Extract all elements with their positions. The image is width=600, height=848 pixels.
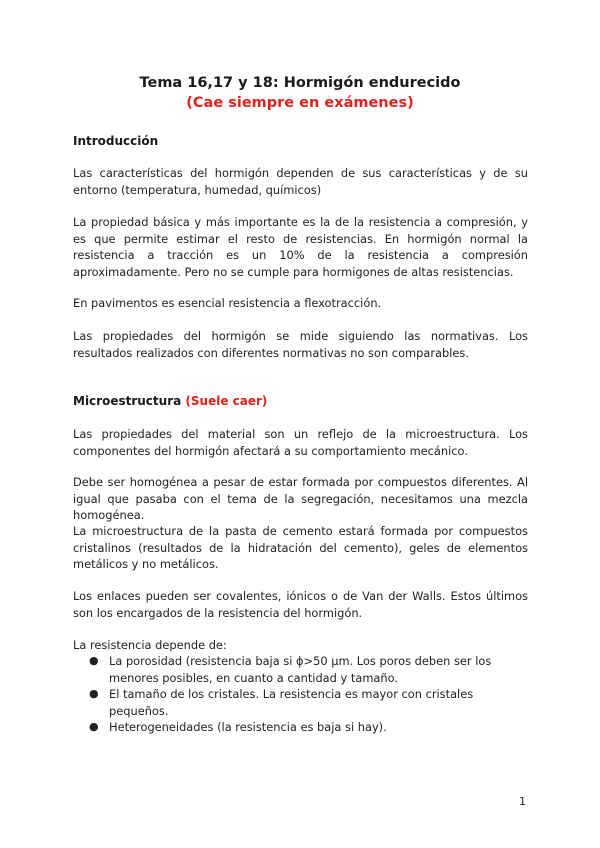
bullet-icon: ● [89, 720, 99, 733]
list-item [73, 686, 528, 719]
section-heading-microestructura [73, 393, 267, 409]
bullet-icon: ● [89, 654, 99, 667]
document-title: Tema 16,17 y 18: Hormigón endurecido [139, 75, 461, 91]
section-heading-note: (Suele caer) [185, 394, 268, 408]
bullet-icon: ● [89, 687, 99, 700]
section-heading-microestructura-label: Microestructura [73, 394, 182, 408]
section-heading-introduccion: Introducción [73, 134, 159, 148]
micro-paragraph-3: La microestructura de la pasta de cemento estará formada por compuestos cristalinos (resultados de la hidratación del cemento), geles de elementos metálicos y no metálicos. [73, 524, 528, 571]
intro-paragraph-3: En pavimentos es esencial resistencia a flexotracción. [73, 296, 382, 310]
list-item [73, 719, 528, 736]
intro-paragraph-2: La propiedad básica y más importante es la de la resistencia a compresión, y es que permite estimar el resto de resistencias. En hormigón normal la resistencia a tracción es un 10% de la resistencia a compresión aproximadamente. Pero no se cumple para hormigones de altas resistencias. [73, 215, 528, 279]
list-item-text: La porosidad (resistencia baja si ϕ>50 µm. Los poros deben ser los menores posibles, en cuanto a cantidad y tamaño. [109, 654, 492, 685]
list-item-text: El tamaño de los cristales. La resistencia es mayor con cristales pequeños. [109, 687, 474, 718]
resistance-factors-list [73, 653, 528, 736]
page-number: 1 [519, 795, 526, 808]
micro-paragraph-4: Los enlaces pueden ser covalentes, iónicos o de Van der Walls. Estos últimos son los encargados de la resistencia del hormigón. [73, 589, 528, 620]
intro-paragraph-1: Las características del hormigón dependen de sus características y de su entorno (temperatura, humedad, químicos) [73, 166, 528, 197]
intro-paragraph-4: Las propiedades del hormigón se mide siguiendo las normativas. Los resultados realizados con diferentes normativas no son comparables. [73, 329, 528, 360]
list-item-text: Heterogeneidades (la resistencia es baja si hay). [109, 720, 387, 734]
document-subtitle: (Cae siempre en exámenes) [186, 95, 414, 111]
micro-paragraph-2: Debe ser homogénea a pesar de estar formada por compuestos diferentes. Al igual que pasaba con el tema de la segregación, necesitamos una mezcla homogénea. [73, 475, 528, 522]
list-item [73, 653, 528, 686]
micro-paragraph-5: La resistencia depende de: [73, 638, 227, 652]
micro-paragraph-1: Las propiedades del material son un reflejo de la microestructura. Los componentes del hormigón afectará a su comportamiento mecánico. [73, 427, 528, 458]
